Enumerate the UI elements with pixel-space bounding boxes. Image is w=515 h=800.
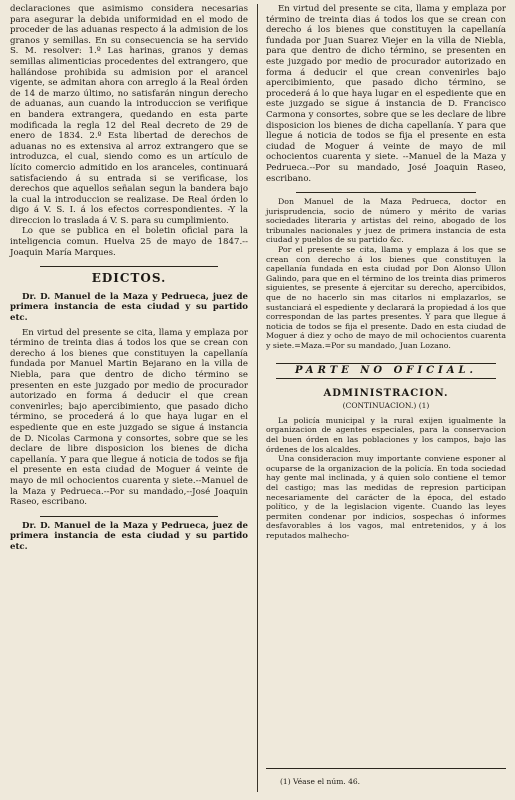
footnote-rule [266, 768, 506, 769]
edict-1-body: En virtud del presente se cita, llama y emplaza por término de treinta dias á todos los que se crean con derecho á los bienes que constituyen la capellanía fundada por Manuel Martin Bejarano en la villa de Niebla, para que dentro de dicho término se presenten en este juzgado por medio de procurador autorizado en forma á deducir el que crean convenirles; bajo apercibimiento, que pasado dicho término, se procederá á lo que haya lugar en el espediente que en este juzgado se sigue á instancia de D. Nicolas Carmona y consortes, sobre que se les declare de libre disposicion los bienes de dicha capellanía. Y para que llegue á noticia de todos se fija el presente en esta ciudad de Moguer á veinte de mayo de mil ochocientos cuarenta y siete.--Manuel de la Maza y Pedrueca.--Por su mandado,--José Joaquin Raseo, escribano. [10, 327, 248, 508]
publication-note: Lo que se publica en el boletin oficial para la inteligencia comun. Huelva 25 de mayo de 1847.--Joaquin María Marques. [10, 226, 248, 258]
edict-3-heading: Don Manuel de la Maza Pedrueca, doctor en jurisprudencia, socio de número y mérito de varias sociedades literaria y artistas del reino, abogado de los tribunales nacionales y juez de primera instancia de esta ciudad y pueblos de su partido &c. [266, 197, 506, 245]
non-official-banner: PARTE NO OFICIAL. [276, 363, 496, 379]
continuation-label: (CONTINUACION.) (1) [342, 401, 430, 411]
left-column [10, 4, 248, 794]
administracion-title: ADMINISTRACION. [323, 387, 449, 399]
royal-order-text: declaraciones que asimismo considera necesarias para asegurar la debida uniformidad en el modo de proceder de las aduanas respecto á la admision de los granos y semillas. En su consecuencia se ha servido S. M. resolver: 1.º Las harinas, granos y demas semillas alimenticias procedentes del extrangero, que hallándose prohibida su admision por el arancel vigente, se admitan ahora con arreglo á la Real órden de 14 de marzo último, no satisfarán ningun derecho de aduanas, aun cuando la introduccion se verifique en bandera extrangera, quedando en esta parte modificada la regla 12 del Real decreto de 29 de enero de 1834. 2.º Esta libertad de derechos de aduanas no es extensiva al arroz extrangero que se introduzca, el cual, siendo como es un artículo de lícito comercio admitido en los aranceles, continuará satisfaciendo á su entrada si se verificase, los derechos que aquellos señalan segun la bandera bajo la cual la introduccion se realizase. De Real órden lo digo á V. S. I. á los efectos correspondientes. -Y la direccion lo traslada á V. S. para su cumplimiento. [10, 4, 248, 226]
edict-separator-2 [296, 192, 476, 193]
administration-paragraph-1: La policía municipal y la rural exijen igualmente la organizacion de agentes especiales, para la conservacion del buen órden en las poblaciones y los campos, bajo las órdenes de los alcaldes. [266, 415, 506, 454]
footnote: (1) Véase el núm. 46. [280, 777, 361, 786]
edict-2-heading: Dr. D. Manuel de la Maza y Pedrueca, juez de primera instancia de esta ciudad y su partido etc. [10, 520, 248, 552]
edict-2-body: En virtud del presente se cita, llama y emplaza por término de treinta dias á todos los que se crean con derecho á los bienes que constituyen la capellanía fundada por Juan Suarez Viejer en la villa de Niebla, para que dentro de dicho término, se presenten en este juzgado por medio de procurador autorizado en forma á deducir el que crean convenirles bajo apercibimiento, que pasado dicho término, se procederá á lo que haya lugar en el espediente que en este juzgado se sigue á instancia de D. Francisco Carmona y consortes, sobre que se les declare de libre disposicion los bienes de dicha capellanía. Y para que llegue á noticia de todos se fija el presente en esta ciudad de Moguer á veinte de mayo de mil ochocientos cuarenta y siete. --Manuel de la Maza y Pedrueca.--Por su mandado, José Joaquin Raseo, escribano. [266, 4, 506, 184]
edict-separator [40, 516, 218, 517]
administration-paragraph-2: Una consideracion muy importante conviene esponer al ocuparse de la organizacion de la policía. En toda sociedad hay gente mal inclinada, y á quien solo contiene el temor del castigo; mas las medidas de represion participan necesariamente del carácter de la época, del estado político, y de la legislacion vigente. Cuando las leyes permiten condenar por indicios, sospechas ó informes desfavorables á los vagos, mal entretenidos, y á los reputados malhecho- [266, 454, 506, 540]
edictos-title: EDICTOS. [91, 271, 167, 286]
right-column [266, 4, 506, 794]
section-separator [40, 266, 218, 267]
edict-3-body: Por el presente se cita, llama y emplaza á los que se crean con derecho á los bienes que constituyen la capellanía fundada en esta ciudad por Don Alonso Ullon Galindo, para que en el término de los treinta dias primeros siguientes, se presente á ejercitar su derecho, apercibidos, que de no hacerlo sin mas citarlos ni emplazarlos, se sustanciará el espediente y declarará la propiedad á los que correspondan de las partes presentes. Y para que llegue á noticia de todos se fija el presente. Dado en esta ciudad de Moguer á diez y ocho de mayo de mil ochocientos cuarenta y siete.=Maza.=Por su mandado, Juan Lozano. [266, 245, 506, 350]
edict-1-heading: Dr. D. Manuel de la Maza y Pedrueca, juez de primera instancia de esta ciudad y su partido etc. [10, 291, 248, 324]
column-divider [257, 4, 258, 792]
